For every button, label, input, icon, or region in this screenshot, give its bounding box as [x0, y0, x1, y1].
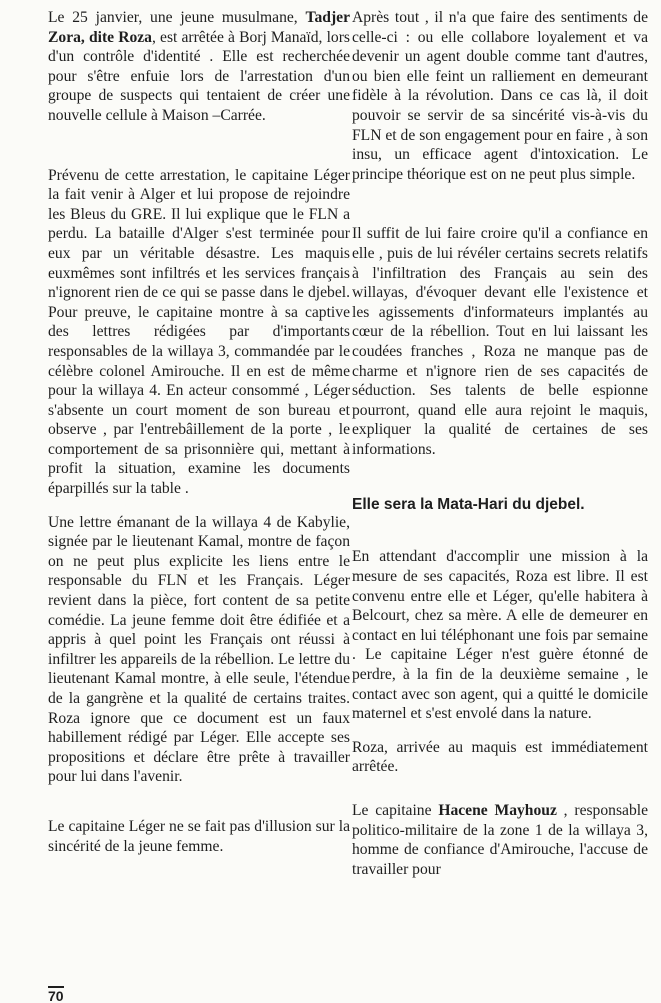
- paragraph: En attendant d'accomplir une mission à la mesure de ses capacités, Roza est libre. Il est convenu entre elle et Léger, qu'elle habitera à Belcourt, chez sa mère. A elle de demeurer en contact en lui téléphonant une fois par semaine . Le capitaine Léger n'est guère étonné de perdre, à la fin de la deuxième semaine , le contact avec son agent, qui a quitté le domicile maternel et s'est envolé dans la nature.: [352, 548, 648, 723]
- paragraph: Roza, arrivée au maquis est immédiatement arrêtée.: [352, 738, 648, 776]
- page-number: 70: [48, 988, 64, 1003]
- person-name-bold: Hacene Mayhouz: [438, 802, 557, 819]
- right-column: [352, 8, 648, 879]
- paragraph: [352, 801, 648, 879]
- paragraph: [48, 8, 350, 126]
- paragraph: Le capitaine Léger ne se fait pas d'illusion sur la sincérité de la jeune femme.: [48, 817, 350, 855]
- paragraph: Après tout , il n'a que faire des sentiments de celle-ci : ou elle collabore loyalement et va devenir un agent double comme tant d'autres, ou bien elle feint un ralliement en demeurant fidèle à la révolution. Dans ce cas là, il doit pouvoir se servir de sa sincérité vis-à-vis du FLN et de son engagement pour en faire , à son insu, un efficace agent d'intoxication. Le principe théorique est on ne peut plus simple.: [352, 9, 648, 183]
- left-column: [48, 8, 350, 856]
- paragraph: Il suffit de lui faire croire qu'il a confiance en elle , puis de lui révéler certains secrets relatifs à l'infiltration des Français au sein des willayas, d'évoquer devant elle l'existence et les agissements d'informateurs implantés au cœur de la rébellion. Tout en lui laissant les coudées franches , Roza ne manque pas de charme et n'ignore rien de ses capacités de séduction. Ses talents de belle espionne pourront, quand elle aura rejoint le maquis, expliquer la qualité de certaines de ses informations.: [352, 225, 648, 458]
- paragraph: Une lettre émanant de la willaya 4 de Kabylie, signée par le lieutenant Kamal, montre de façon on ne peut plus explicite les liens entre le responsable du FLN et les Français. Léger revient dans la pièce, fort content de sa petite comédie. La jeune femme doit être édifiée et a appris à quel point les Français ont réussi à infiltrer les appareils de la rébellion. Le lettre du lieutenant Kamal montre, à elle seule, l'étendue de la gangrène et la qualité de certains traites. Roza ignore que ce document est un faux habillement rédigé par Léger. Elle accepte ses propositions et déclare être prête à travailler pour lui dans l'avenir.: [48, 513, 350, 786]
- text-run: , responsable politico-militaire de la zone 1 de la willaya 3, homme de confiance d'Amirouche, l'accuse de travailler pour: [352, 802, 648, 878]
- section-subheading: Elle sera la Mata-Hari du djebel.: [352, 496, 585, 514]
- person-name-bold: Tadjer Zora, dite Roza: [48, 9, 350, 46]
- text-run: Le 25 janvier, une jeune musulmane,: [48, 9, 306, 26]
- text-run: , est arrêtée à Borj Manaïd, lors d'un contrôle d'identité . Elle est recherchée pour s'être enfuie lors de l'arrestation d'un groupe de suspects qui tentaient de créer une nouvelle cellule à Maison –Carrée.: [48, 28, 350, 124]
- paragraph: Prévenu de cette arrestation, le capitaine Léger la fait venir à Alger et lui propose de rejoindre les Bleus du GRE. Il lui explique que le FLN a perdu. La bataille d'Alger s'est terminée pour eux par un véritable désastre. Les maquis euxmêmes sont infiltrés et les services français n'ignorent rien de ce qui se passe dans le djebel. Pour preuve, le capitaine montre à sa captive des lettres rédigées par d'importants responsables de la willaya 3, commandée par le célèbre colonel Amirouche. Il en est de même pour la willaya 4. En acteur consommé , Léger s'absente un court moment de son bureau et observe , par l'entrebâillement de la porte , le comportement de sa prisonnière qui, mettant à profit la situation, examine les documents éparpillés sur la table .: [48, 166, 350, 498]
- text-run: Le capitaine: [352, 802, 439, 819]
